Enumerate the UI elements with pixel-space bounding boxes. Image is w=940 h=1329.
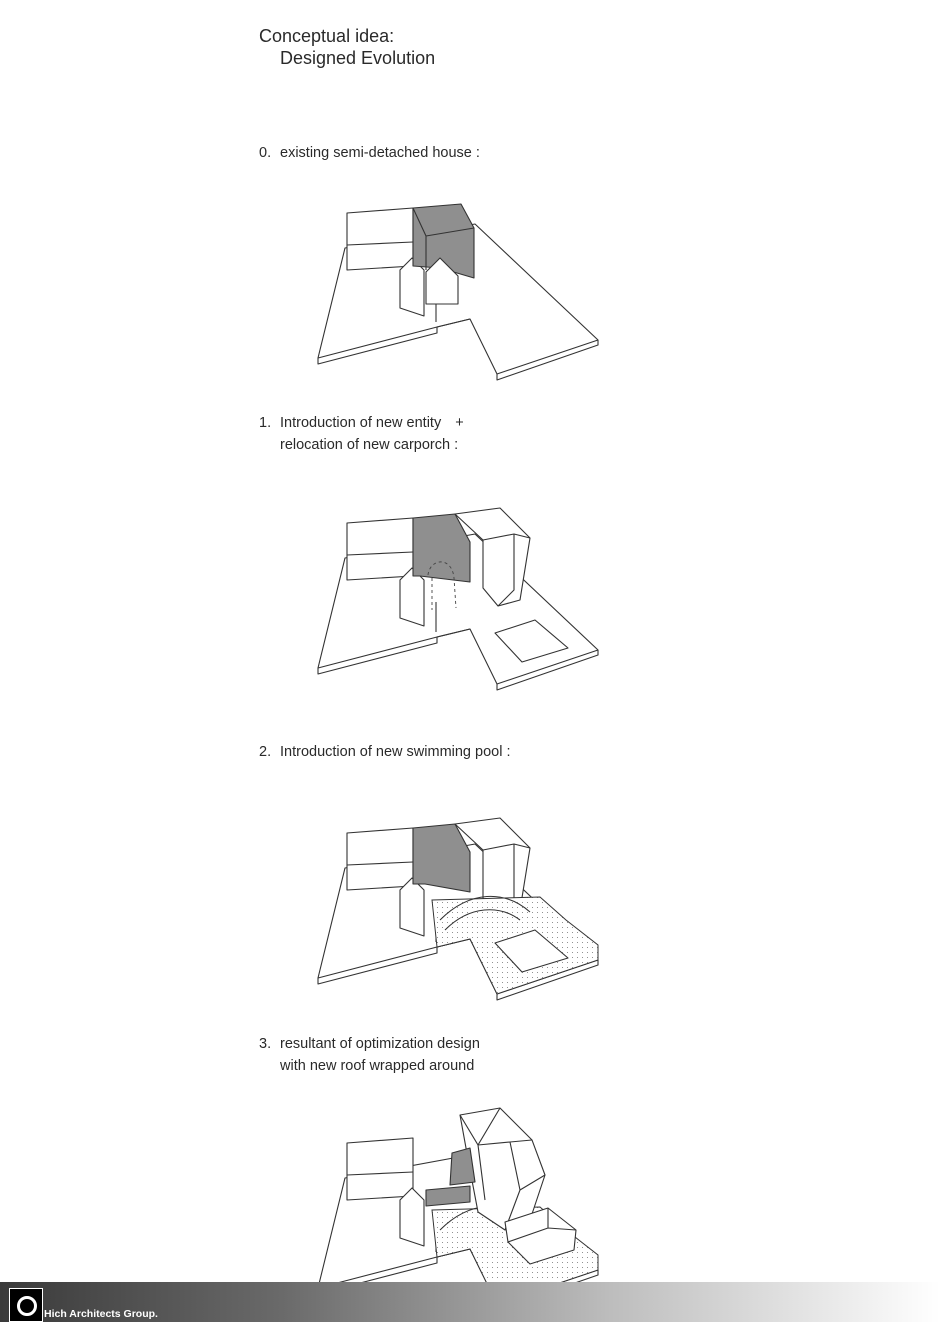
plus-connector: + — [455, 415, 464, 431]
diagram-1-new-entity — [318, 508, 598, 690]
title-line-1: Conceptual idea: — [259, 26, 395, 46]
step-text: existing semi-detached house : — [280, 145, 480, 161]
existing-volume-highlight — [413, 514, 470, 582]
diagram-0-existing-house — [318, 204, 598, 380]
step-text: Introduction of new entity — [280, 415, 442, 431]
existing-volume-highlight — [413, 824, 470, 892]
highlight-upper — [450, 1148, 475, 1185]
step-number: 1. — [259, 415, 272, 431]
title-line-2: Designed Evolution — [280, 48, 436, 68]
footer-bar — [0, 1282, 940, 1322]
circle-logo-icon — [17, 1296, 37, 1316]
company-logo — [9, 1288, 43, 1322]
step-text: resultant of optimization design — [280, 1036, 480, 1052]
company-name: Hich Architects Group. — [44, 1308, 158, 1320]
diagram-2-swimming-pool — [318, 818, 598, 1000]
diagram-3-resultant-roof — [318, 1108, 598, 1310]
step-number: 3. — [259, 1036, 272, 1052]
step-text-continued: with new roof wrapped around — [280, 1058, 475, 1074]
step-number: 0. — [259, 145, 272, 161]
highlight-lower — [426, 1186, 470, 1206]
step-number: 2. — [259, 744, 272, 760]
step-text: Introduction of new swimming pool : — [280, 744, 511, 760]
step-text-continued: relocation of new carporch : — [280, 437, 459, 453]
